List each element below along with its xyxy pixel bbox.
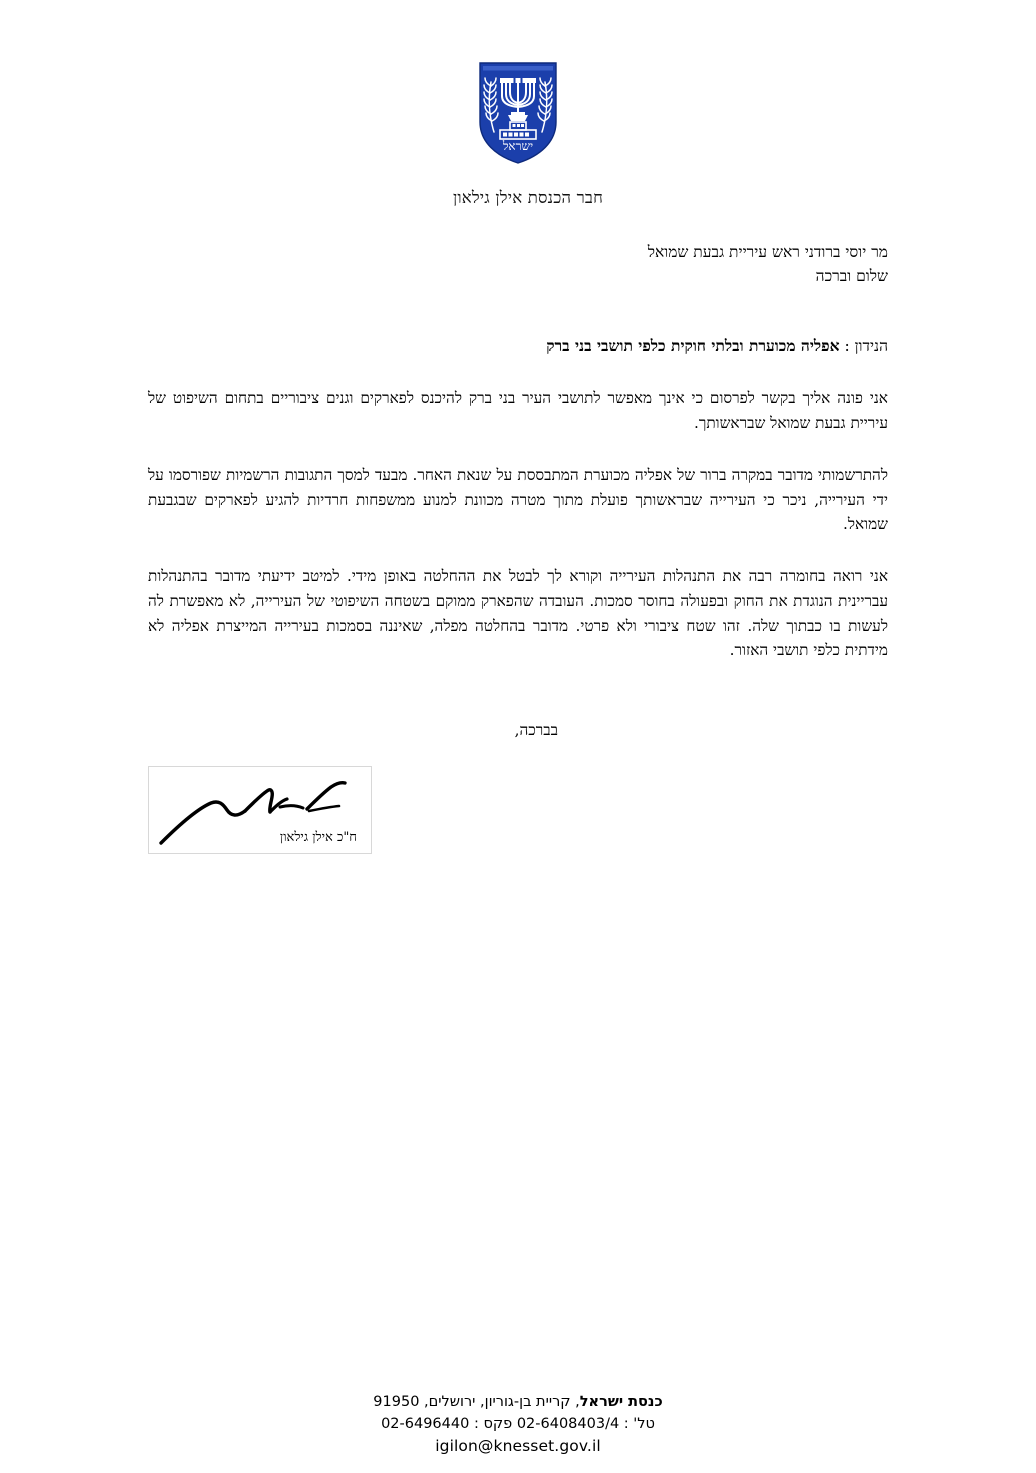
footer-organization: כנסת ישראל (579, 1394, 663, 1411)
body-paragraph-2: להתרשמותי מדובר במקרה ברור של אפליה מכוערת המתבססת על שנאת האחר. מבעד למסך התגובות הרשמיות שפורסמו על ידי העירייה, ניכר כי העירייה שבראשותך פועלת מתוך מטרה מכוונת למנוע ממשפחות חרדיות להגיע לפארקים שבגבעת שמואל. (148, 465, 888, 534)
recipient-block (148, 240, 888, 288)
israel-state-emblem-icon (474, 60, 562, 166)
footer-phone-fax: טל' : 02-6408403/4 פקס : 02-6496440 (381, 1416, 655, 1433)
subject-text: אפליה מכוערת ובלתי חוקית כלפי תושבי בני ברק (546, 336, 840, 356)
body-paragraphs (148, 386, 888, 663)
body-paragraph-1: אני פונה אליך בקשר לפרסום כי אינך מאפשר לתושבי העיר בני ברק להיכנס לפארקים וגנים ציבוריים בתחום השיפוט של עיריית גבעת שמואל שבראשותך. (148, 389, 888, 433)
subject-label: הנידון : (839, 337, 888, 356)
footer-address-line (0, 1391, 1036, 1413)
letter-content (148, 240, 888, 854)
footer-address: , קריית בן-גוריון, ירושלים, 91950 (373, 1394, 580, 1411)
svg-text:ישראל: ישראל (502, 139, 534, 153)
recipient-greeting-line: שלום וברכה (815, 267, 888, 286)
signature-caption: ח"כ אילן גילאון (279, 830, 357, 846)
letterhead (0, 60, 1036, 208)
recipient-name-line: מר יוסי ברודני ראש עיריית גבעת שמואל (647, 243, 888, 261)
body-paragraph-3: אני רואה בחומרה רבה את התנהלות העירייה וקורא לך לבטל את ההחלטה באופן מידי. למיטב ידיעתי מדובר בהתנהלות עבריינית הנוגדת את החוק ובפעולה בחוסר סמכות. העובדה שהפארק ממוקם בשטחה השיפוטי של העירייה, לא מאפשרת לה לעשות בו כבתוך שלה. זהו שטח ציבורי ולא פרטי. מדובר בהחלטה מפלה, שאיננה בסמכות בעירייה המייצרת אפליה לא מידתית כלפי תושבי האזור. (148, 567, 888, 660)
handwritten-signature-icon (148, 766, 372, 854)
subject-line (148, 334, 888, 358)
footer (0, 1391, 1036, 1459)
letterhead-member-title: חבר הכנסת אילן גילאון (452, 188, 604, 207)
signature-block (148, 766, 888, 854)
footer-email[interactable]: igilon@knesset.gov.il (435, 1437, 601, 1456)
closing-salutation: בברכה, (514, 721, 558, 740)
